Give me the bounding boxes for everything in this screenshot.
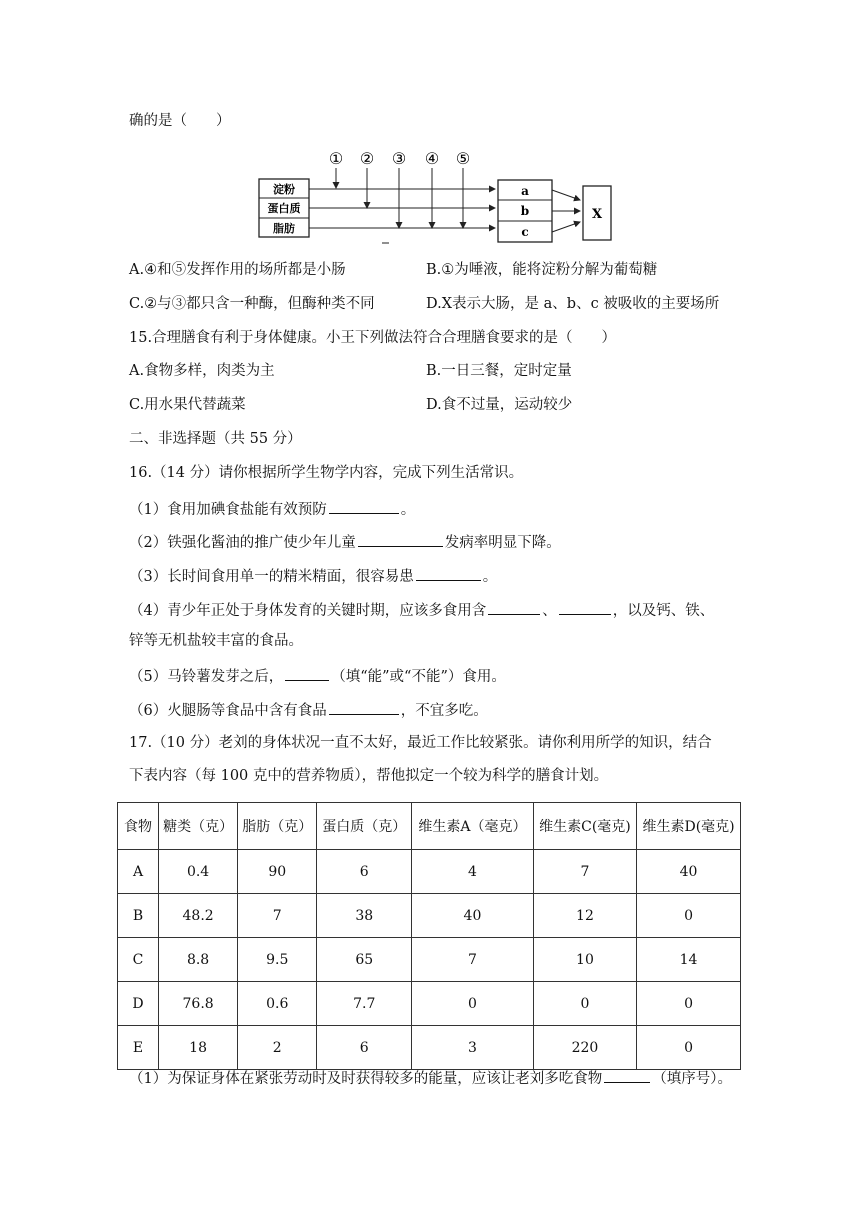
q17-line-2: 下表内容（每 100 克中的营养物质），帮他拟定一个较为科学的膳食计划。 [129,768,609,784]
q14-option-d: D.X表示大肠，是 a、b、c 被吸收的主要场所 [426,296,720,312]
table-row [118,982,741,1026]
table-cell: 14 [637,938,741,982]
table-cell: 76.8 [159,982,238,1026]
table-cell: 10 [533,938,636,982]
answer-blank[interactable] [416,566,481,581]
source-starch: 淀粉 [273,183,295,196]
product-b: b [520,204,530,218]
intro-text: 确的是（ ） [129,113,231,129]
table-cell: E [118,1026,159,1070]
table-header: 蛋白质（克） [317,803,412,850]
table-cell: 48.2 [159,894,238,938]
table-cell: 90 [238,850,317,894]
table-header: 脂肪（克） [238,803,317,850]
q15-stem: 15.合理膳食有利于身体健康。小王下列做法符合合理膳食要求的是（ ） [129,330,617,346]
table-cell: 0 [637,982,741,1026]
table-cell: 9.5 [238,938,317,982]
q17-item-1: （1）为保证身体在紧张劳动时及时获得较多的能量，应该让老刘多吃食物 （填序号）。 [129,1068,732,1088]
q16-item-2: （2）铁强化酱油的推广使少年儿童 发病率明显下降。 [129,532,561,552]
table-header: 维生素D(毫克) [637,803,741,850]
table-cell: 65 [317,938,412,982]
table-cell: D [118,982,159,1026]
product-a: a [521,184,529,198]
answer-blank[interactable] [604,1068,650,1083]
table-header-row [118,803,741,850]
table-header: 糖类（克） [159,803,238,850]
source-fat: 脂肪 [273,222,295,235]
table-cell: 2 [238,1026,317,1070]
product-c: c [521,225,529,239]
table-cell: 7 [412,938,534,982]
q15-option-d: D.食不过量，运动较少 [426,397,573,413]
q14-option-c: C.②与③都只含一种酶，但酶种类不同 [129,296,375,312]
answer-blank[interactable] [285,666,329,681]
table-cell: 3 [412,1026,534,1070]
table-cell: 0 [533,982,636,1026]
table-cell: B [118,894,159,938]
table-row [118,850,741,894]
answer-blank[interactable] [329,700,399,715]
q15-option-b: B.一日三餐，定时定量 [426,363,572,379]
answer-blank[interactable] [358,532,443,547]
table-header: 维生素A（毫克） [412,803,534,850]
table-cell: 0.6 [238,982,317,1026]
table-cell: 0 [637,894,741,938]
table-cell: 4 [412,850,534,894]
table-row [118,1026,741,1070]
table-cell: 7 [533,850,636,894]
table-cell: 38 [317,894,412,938]
q16-item-4-cont: 锌等无机盐较丰富的食品。 [129,633,303,649]
q17-line-1: 17.（10 分）老刘的身体状况一直不太好，最近工作比较紧张。请你利用所学的知识，结合 [129,735,712,751]
node-2: ② [359,149,375,168]
table-cell: 0 [637,1026,741,1070]
q14-option-a: A.④和⑤发挥作用的场所都是小肠 [129,262,346,278]
nutrition-table [117,802,741,1070]
q16-item-4: （4）青少年正处于身体发育的关键时期，应该多食用含 、 ，以及钙、铁、 [129,600,714,620]
table-cell: 12 [533,894,636,938]
node-3: ③ [391,149,407,168]
answer-blank[interactable] [559,600,611,615]
table-header: 食物 [118,803,159,850]
table-cell: 0.4 [159,850,238,894]
answer-blank[interactable] [329,499,399,514]
q16-item-5: （5）马铃薯发芽之后， （填“能”或“不能”）食用。 [129,666,506,686]
table-cell: 6 [317,1026,412,1070]
table-cell: 0 [412,982,534,1026]
q15-option-a: A.食物多样，肉类为主 [129,363,275,379]
table-cell: A [118,850,159,894]
q15-option-c: C.用水果代替蔬菜 [129,397,246,413]
q14-option-b: B.①为唾液，能将淀粉分解为葡萄糖 [426,262,658,278]
table-cell: 220 [533,1026,636,1070]
node-5: ⑤ [455,149,471,168]
answer-blank[interactable] [488,600,540,615]
digestion-diagram [255,148,615,248]
node-1: ① [328,149,344,168]
table-row [118,894,741,938]
node-4: ④ [424,149,440,168]
q16-item-6: （6）火腿肠等食品中含有食品 ，不宜多吃。 [129,700,488,720]
target-x: X [591,207,603,222]
table-cell: 8.8 [159,938,238,982]
table-cell: C [118,938,159,982]
table-cell: 18 [159,1026,238,1070]
source-protein: 蛋白质 [267,202,301,215]
table-cell: 40 [412,894,534,938]
section-title: 二、非选择题（共 55 分） [129,431,302,447]
table-row [118,938,741,982]
q16-stem: 16.（14 分）请你根据所学生物学内容，完成下列生活常识。 [129,465,524,481]
q16-item-3: （3）长时间食用单一的精米精面，很容易患 。 [129,566,497,586]
q16-item-1: （1）食用加碘食盐能有效预防 。 [129,499,415,519]
table-cell: 7 [238,894,317,938]
table-cell: 6 [317,850,412,894]
table-cell: 40 [637,850,741,894]
table-cell: 7.7 [317,982,412,1026]
table-header: 维生素C(毫克) [533,803,636,850]
